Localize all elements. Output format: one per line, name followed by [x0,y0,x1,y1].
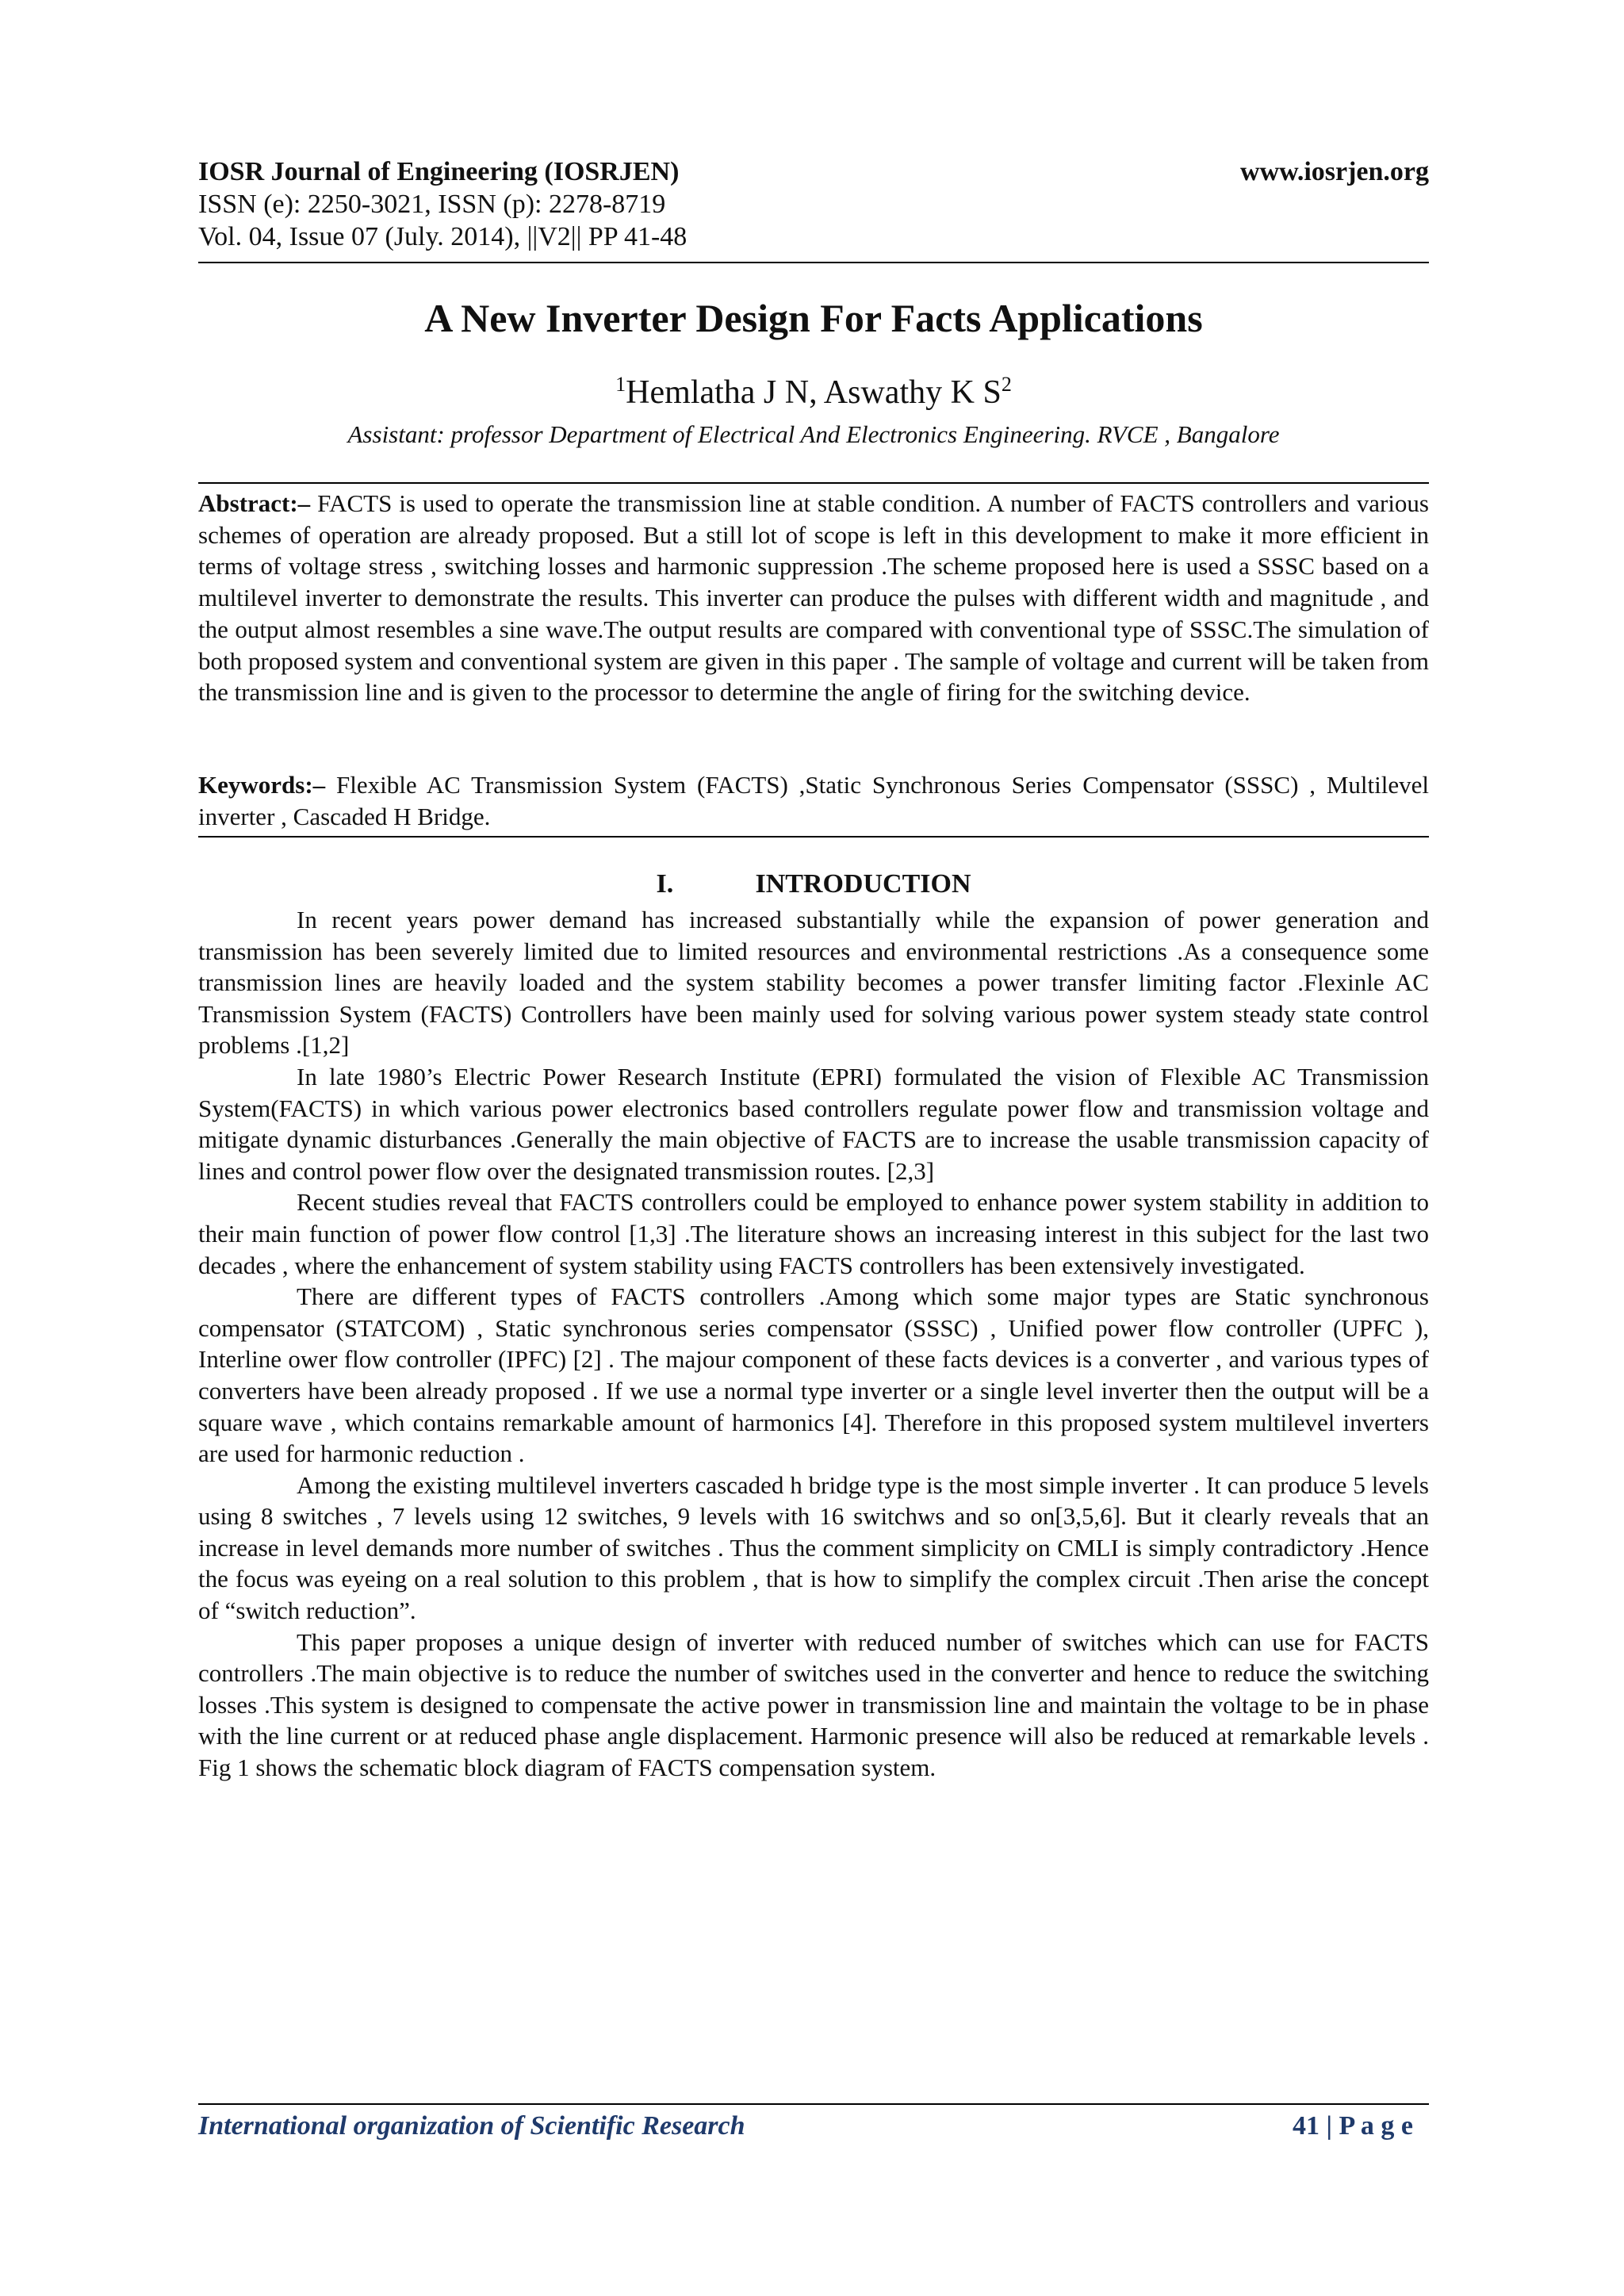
abstract [198,488,1429,708]
journal-header [198,155,1429,253]
author-superscript-1: 1 [615,373,626,396]
paragraph: This paper proposes a unique design of inverter with reduced number of switches which can use for FACTS controllers .The main objective is to reduce the number of switches used in the converter and hence to reduce the switching losses .This system is designed to compensate the active power in transmission line and maintain the voltage to be in phase with the line current or at reduced phase angle displacement. Harmonic presence will also be reduced at remarkable levels . Fig 1 shows the schematic block diagram of FACTS compensation system. [198,1627,1429,1782]
paragraph: In recent years power demand has increased substantially while the expansion of power generation and transmission has been severely limited due to limited resources and environmental restrictions .As a consequence some transmission lines are heavily loaded and the system stability becomes a power transfer limiting factor .Flexinle AC Transmission System (FACTS) Controllers have been mainly used for solving various power system steady state control problems .[1,2] [198,906,1429,1060]
page-number: 41 [1293,2111,1320,2141]
keywords-text: Flexible AC Transmission System (FACTS) ,Static Synchronous Series Compensator (SSSC) , Multilevel inverter , Cascaded H Bridge. [198,771,1429,830]
section-title: INTRODUCTION [755,869,971,899]
footer-divider [198,2103,1429,2105]
journal-name: IOSR Journal of Engineering (IOSRJEN) [198,157,680,186]
paragraph: Among the existing multilevel inverters cascaded h bridge type is the most simple inverter . It can produce 5 levels using 8 switches , 7 levels using 12 switches, 9 levels with 16 switchws and so on[3,5,6]. But it clearly reveals that an increase in level demands more number of switches . Thus the comment simplicity on CMLI is simply contradictory .Hence the focus was eyeing on a real solution to this problem , that is how to simplify the complex circuit .Then arise the concept of “switch reduction”. [198,1470,1429,1625]
introduction-body [198,904,1429,1784]
author-affiliation: Assistant: professor Department of Electrical And Electronics Engineering. RVCE , Bangalore [347,420,1280,448]
abstract-top-divider [198,482,1429,484]
footer-organization: International organization of Scientific Research [198,2111,745,2141]
keywords-label: Keywords:– [198,771,326,799]
header-divider [198,262,1429,263]
keywords-bottom-divider [198,836,1429,838]
paragraph: In late 1980’s Electric Power Research Institute (EPRI) formulated the vision of Flexible AC Transmission System(FACTS) in which various power electronics based controllers regulate power flow and transmission voltage and mitigate dynamic disturbances .Generally the main objective of FACTS are to increase the usable transmission capacity of lines and control power flow over the designated transmission routes. [2,3] [198,1062,1429,1185]
journal-issn: ISSN (e): 2250-3021, ISSN (p): 2278-8719 [198,190,666,219]
author-line [198,373,1429,412]
journal-website: www.iosrjen.org [1240,157,1429,186]
paragraph: Recent studies reveal that FACTS controllers could be employed to enhance power system stability in addition to their main function of power flow control [1,3] .The literature shows an increasing interest in this subject for the last two decades , where the enhancement of system stability using FACTS controllers has been extensively investigated. [198,1188,1429,1279]
section-number: I. [656,869,674,899]
page-number-label [1293,2111,1429,2141]
author-names: Hemlatha J N, Aswathy K S [626,374,1002,411]
page-footer [198,2111,1429,2141]
paper-title: A New Inverter Design For Facts Applications [424,296,1203,340]
paragraph: There are different types of FACTS controllers .Among which some major types are Static synchronous compensator (STATCOM) , Static synchronous series compensator (SSSC) , Unified power flow controller (UPFC ), Interline ower flow controller (IPFC) [2] . The majour component of these facts devices is a converter , and various types of converters have been already proposed . If we use a normal type inverter or a single level inverter then the output will be a square wave , which contains remarkable amount of harmonics [4]. Therefore in this proposed system multilevel inverters are used for harmonic reduction . [198,1282,1429,1468]
journal-volume: Vol. 04, Issue 07 (July. 2014), ||V2|| PP 41-48 [198,222,688,251]
abstract-text: FACTS is used to operate the transmission line at stable condition. A number of FACTS controllers and various schemes of operation are already proposed. But a still lot of scope is left in this development to make it more efficient in terms of voltage stress , switching losses and harmonic suppression .The scheme proposed here is used a SSSC based on a multilevel inverter to demonstrate the results. This inverter can produce the pulses with different width and magnitude , and the output almost resembles a sine wave.The output results are compared with conventional type of SSSC.The simulation of both proposed system and conventional system are given in this paper . The sample of voltage and current will be taken from the transmission line and is given to the processor to determine the angle of firing for the switching device. [198,489,1429,707]
abstract-label: Abstract:– [198,489,311,517]
page-suffix: | P a g e [1320,2111,1413,2141]
section-heading [198,869,1429,899]
keywords [198,769,1429,832]
author-superscript-2: 2 [1001,373,1012,396]
